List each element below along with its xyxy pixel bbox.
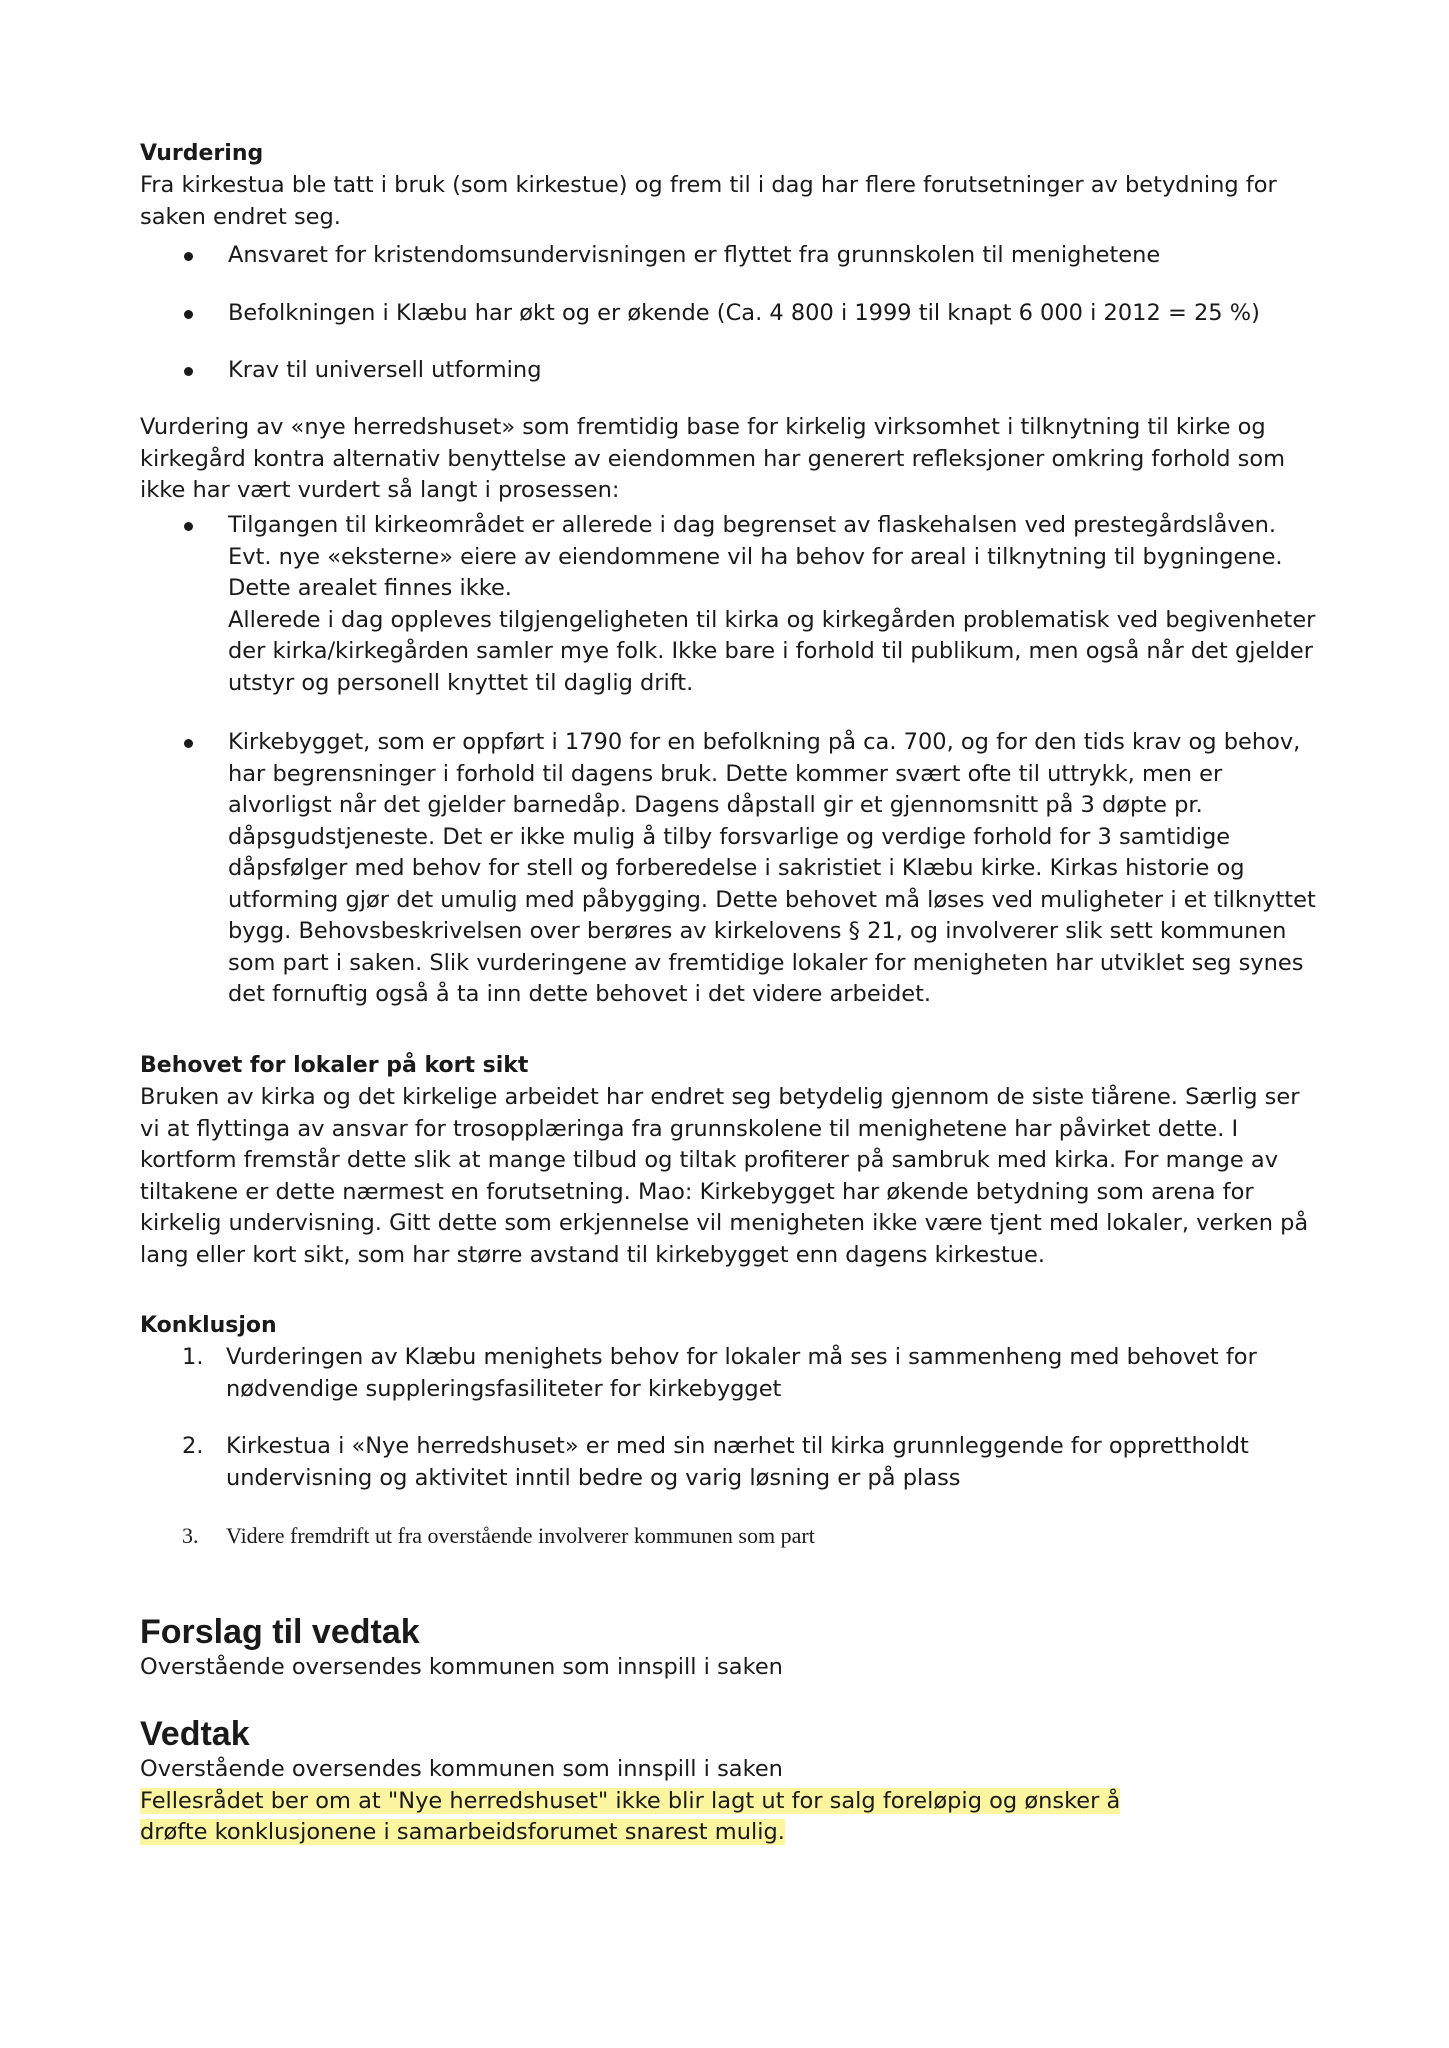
list-item: Befolkningen i Klæbu har økt og er økende (Ca. 4 800 i 1999 til knapt 6 000 i 2012 = 25 %) bbox=[140, 298, 1320, 330]
behovet-section bbox=[140, 1050, 1320, 1271]
list-item: Ansvaret for kristendomsundervisningen er flyttet fra grunnskolen til menighetene bbox=[140, 240, 1320, 272]
vedtak-highlighted-text bbox=[140, 1786, 1180, 1849]
list-item: 2. Kirkestua i «Nye herredshuset» er med sin nærhet til kirka grunnleggende for opprettholdt undervisning og aktivitet inntil bedre og varig løsning er på plass bbox=[182, 1433, 1249, 1491]
konklusjon-list bbox=[140, 1342, 1320, 1552]
forslag-heading: Forslag til vedtak bbox=[140, 1613, 420, 1651]
behovet-text: Bruken av kirka og det kirkelige arbeidet har endret seg betydelig gjennom de siste tiårene. Særlig ser vi at flyttinga av ansvar for trosopplæringa fra grunnskolene til menighetene har påvirket dette. I kortform fremstår dette slik at mange tilbud og tiltak profiterer på sambruk med kirka. For mange av tiltakene er dette nærmest en forutsetning. Mao: Kirkebygget har økende betydning som arena for kirkelig undervisning. Gitt dette som erkjennelse vil menigheten ikke være tjent med lokaler, verken på lang eller kort sikt, som har større avstand til kirkebygget enn dagens kirkestue. bbox=[140, 1084, 1309, 1268]
behovet-heading: Behovet for lokaler på kort sikt bbox=[140, 1053, 529, 1078]
vurdering-heading: Vurdering bbox=[140, 141, 264, 166]
list-item: Krav til universell utforming bbox=[140, 355, 1320, 387]
bullet-list bbox=[140, 510, 1320, 1011]
bullet-icon bbox=[184, 310, 193, 319]
list-item: Tilgangen til kirkeområdet er allerede i dag begrenset av flaskehalsen ved prestegårdslåven. Evt. nye «eksterne» eiere av eiendommene vil ha behov for areal i tilknytning til bygningene. Dette arealet finnes ikke. Allerede i dag oppleves tilgjengeligheten til kirka og kirkegården problematisk ved begivenheter der kirka/kirkegården samler mye folk. Ikke bare i forhold til publikum, men også når det gjelder utstyr og personell knyttet til daglig drift. bbox=[140, 510, 1320, 699]
list-item: Kirkebygget, som er oppført i 1790 for en befolkning på ca. 700, og for den tids krav og behov, har begrensninger i forhold til dagens bruk. Dette kommer svært ofte til uttrykk, men er alvorligst når det gjelder barnedåp. Dagens dåpstall gir et gjennomsnitt på 3 døpte pr. dåpsgudstjeneste. Det er ikke mulig å tilby forsvarlige og verdige forhold for 3 samtidige dåpsfølger med behov for stell og forberedelse i sakristiet i Klæbu kirke. Kirkas historie og utforming gjør det umulig med påbygging. Dette behovet må løses ved muligheter i et tilknyttet bygg. Behovsbeskrivelsen over berøres av kirkelovens § 21, og involverer slik sett kommunen som part i saken. Slik vurderingene av fremtidige lokaler for menigheten har utviklet seg synes det fornuftig også å ta inn dette behovet i det videre arbeidet. bbox=[140, 727, 1320, 1011]
bullet-icon bbox=[184, 739, 193, 748]
vedtak-section bbox=[140, 1714, 1320, 1849]
bullet-icon bbox=[184, 522, 193, 531]
vurdering-intro: Fra kirkestua ble tatt i bruk (som kirkestue) og frem til i dag har flere forutsetninger av betydning for saken endret seg. bbox=[140, 172, 1277, 230]
vurdering-bullets-2 bbox=[140, 510, 1320, 1011]
vurdering-paragraph2: Vurdering av «nye herredshuset» som fremtidig base for kirkelig virksomhet i tilknytning til kirke og kirkegård kontra alternativ benyttelse av eiendommen har generert refleksjoner omkring forhold som ikke har vært vurdert så langt i prosessen: bbox=[140, 414, 1286, 503]
konklusjon-heading: Konklusjon bbox=[140, 1313, 277, 1338]
vurdering-section bbox=[140, 138, 1320, 233]
vedtak-text: Overstående oversendes kommunen som innspill i saken bbox=[140, 1756, 783, 1782]
bullet-list bbox=[140, 240, 1320, 387]
vedtak-heading: Vedtak bbox=[140, 1715, 250, 1753]
list-item: 1. Vurderingen av Klæbu menighets behov for lokaler må ses i sammenheng med behovet for nødvendige suppleringsfasiliteter for kirkebygget bbox=[182, 1344, 1257, 1402]
bullet-icon bbox=[184, 367, 193, 376]
konklusjon-section bbox=[140, 1310, 1320, 1552]
forslag-section bbox=[140, 1612, 1320, 1684]
highlight-marker: Fellesrådet ber om at "Nye herredshuset" ikke blir lagt ut for salg foreløpig og ønsker å drøfte konklusjonene i samarbeidsforumet snarest mulig. bbox=[140, 1787, 1121, 1845]
list-item: 3. Videre fremdrift ut fra overstående involverer kommunen som part bbox=[182, 1523, 815, 1548]
forslag-text: Overstående oversendes kommunen som innspill i saken bbox=[140, 1654, 783, 1680]
vurdering-bullets bbox=[140, 240, 1320, 387]
bullet-icon bbox=[184, 252, 193, 261]
